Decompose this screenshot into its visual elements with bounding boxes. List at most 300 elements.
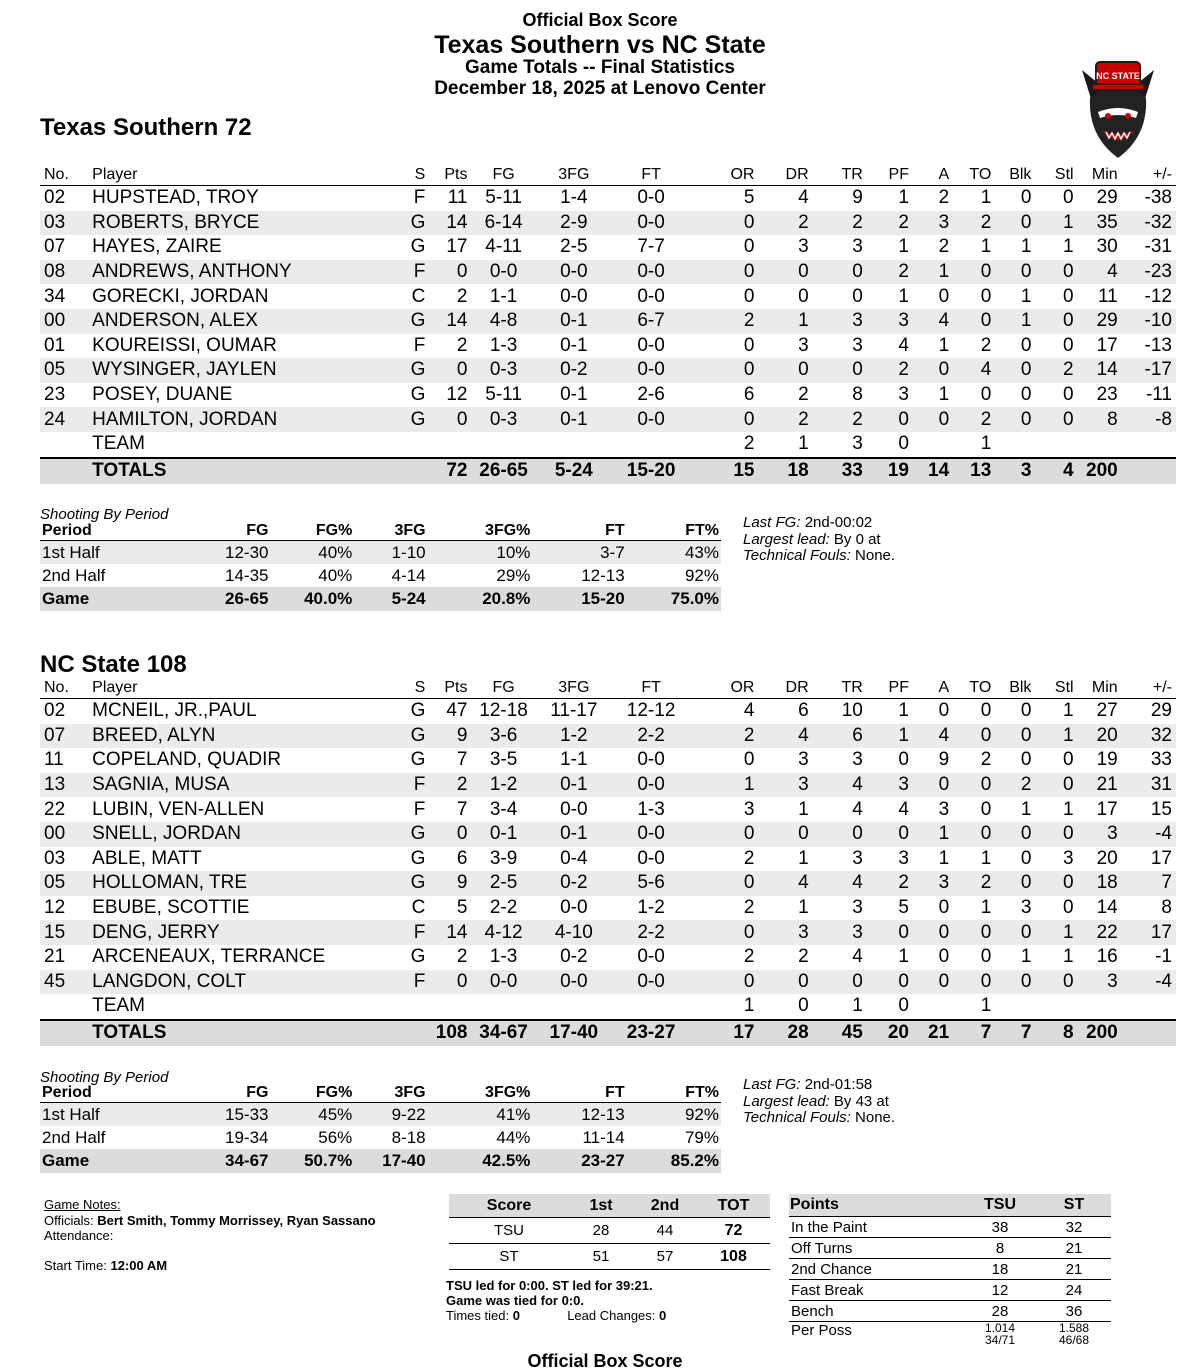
- team-stat-cell: [379, 432, 429, 458]
- player-stat-cell: 0: [429, 407, 471, 432]
- player-stat-cell: 0: [690, 920, 758, 945]
- player-stat-cell: 33: [1150, 749, 1172, 771]
- column-header: TR: [813, 165, 867, 186]
- column-header: Stl: [1035, 165, 1077, 186]
- player-stat-cell: 2: [953, 871, 995, 896]
- player-stat-cell: 1: [1020, 236, 1032, 258]
- player-stat-cell: -11: [1145, 384, 1172, 406]
- player-row: [40, 896, 1176, 921]
- player-stat-cell: -8: [1122, 407, 1176, 432]
- player-stat-cell: 2: [813, 407, 867, 432]
- totals-cell: 28: [758, 1020, 812, 1046]
- player-row: [40, 284, 1176, 309]
- score-row: [449, 1218, 770, 1244]
- player-stat-cell: 1-1: [489, 285, 518, 307]
- player-row: [40, 920, 1176, 945]
- player-stat-cell: 2: [690, 724, 758, 749]
- player-stat-cell: HAMILTON, JORDAN: [88, 407, 379, 432]
- player-stat-cell: 1: [980, 236, 992, 258]
- team-stat-cell: 2: [743, 433, 755, 455]
- player-stat-cell: 0-1: [560, 334, 588, 356]
- player-stat-cell: 3: [938, 798, 950, 820]
- score-cell: 51: [569, 1244, 633, 1270]
- player-stat-cell: 0-0: [471, 970, 535, 995]
- player-stat-cell: 4: [813, 773, 867, 798]
- player-stat-cell: 2: [798, 384, 809, 406]
- sbp-row: [40, 1103, 721, 1127]
- player-stat-cell: 2: [429, 773, 471, 798]
- totals-cell: 33: [813, 458, 867, 484]
- player-stat-cell: 1: [758, 309, 812, 334]
- player-stat-cell: 3: [798, 749, 809, 771]
- player-row: [40, 699, 1176, 724]
- player-stat-cell: 0: [867, 822, 913, 847]
- player-stat-cell: 3: [798, 334, 809, 356]
- column-header: Player: [88, 678, 379, 699]
- totals-cell: 5-24: [536, 458, 612, 484]
- player-stat-cell: 3: [813, 309, 867, 334]
- player-stat-cell: 5: [743, 187, 755, 209]
- player-stat-cell: 0: [913, 970, 953, 995]
- player-stat-cell: 0: [813, 822, 867, 847]
- totals-cell: 18: [758, 458, 812, 484]
- score-row: [449, 1244, 770, 1270]
- player-row: [40, 383, 1176, 408]
- player-stat-cell: 4: [953, 358, 995, 383]
- sbp-header: FG%: [270, 522, 354, 541]
- player-stat-cell: 0: [1062, 187, 1074, 209]
- player-stat-cell: 0: [690, 822, 758, 847]
- player-stat-cell: 0: [429, 970, 471, 995]
- player-stat-cell: 9: [429, 724, 471, 749]
- player-stat-cell: 0-0: [637, 847, 665, 869]
- totals-row: [40, 458, 1176, 484]
- sbp-cell: 50.7%: [270, 1149, 354, 1173]
- column-header: 3FG: [536, 678, 612, 699]
- totals-cell: 200: [1078, 458, 1122, 484]
- player-stat-cell: 3: [852, 334, 863, 356]
- player-stat-cell: F: [413, 798, 426, 820]
- player-stat-cell: 2: [980, 749, 992, 771]
- sbp-row: [40, 564, 721, 587]
- sbp-cell: 12-13: [581, 565, 625, 585]
- player-stat-cell: EBUBE, SCOTTIE: [92, 897, 250, 919]
- player-stat-cell: 0: [913, 407, 953, 432]
- player-stat-cell: 1: [798, 798, 809, 820]
- player-stat-cell: 0: [852, 285, 863, 307]
- player-stat-cell: 4: [798, 187, 809, 209]
- player-stat-cell: -13: [1144, 334, 1172, 356]
- player-stat-cell: F: [413, 187, 426, 209]
- times-tied: 0: [512, 1308, 520, 1323]
- team-title: NC State 108: [40, 651, 187, 678]
- player-stat-cell: 2: [867, 871, 913, 896]
- player-stat-cell: SNELL, JORDAN: [88, 822, 379, 847]
- column-header: PF: [867, 165, 913, 186]
- sbp-cell: 20.8%: [428, 587, 533, 611]
- sbp-header: 3FG: [354, 1084, 427, 1103]
- column-header: FG: [471, 165, 535, 186]
- player-stat-cell: 1: [938, 384, 950, 406]
- player-stat-cell: 0-3: [471, 358, 535, 383]
- player-stat-cell: 0-0: [536, 260, 612, 285]
- column-header: No.: [40, 165, 88, 186]
- largest-lead: By 0 at: [833, 530, 881, 548]
- sbp-cell: 44%: [496, 1127, 531, 1147]
- player-stat-cell: 0: [867, 920, 913, 945]
- player-stat-cell: 0: [743, 285, 755, 307]
- player-stat-cell: 22: [1078, 920, 1122, 945]
- player-stat-cell: 0: [995, 358, 1035, 383]
- team-stat-cell: [1035, 432, 1077, 458]
- shooting-by-period-table: [40, 1084, 721, 1173]
- sbp-cell: 19-34: [225, 1127, 269, 1147]
- score-header: Score: [449, 1194, 569, 1218]
- points-row: [789, 1301, 1111, 1322]
- player-stat-cell: 17: [1122, 920, 1176, 945]
- player-row: [40, 309, 1176, 334]
- player-stat-cell: G: [379, 822, 429, 847]
- totals-cell: 17-40: [536, 1020, 612, 1046]
- player-stat-cell: 6: [456, 847, 468, 869]
- player-stat-cell: 1: [1062, 236, 1074, 258]
- points-header: Points: [789, 1194, 963, 1217]
- player-stat-cell: 0: [995, 260, 1035, 285]
- column-header: +/-: [1122, 165, 1176, 186]
- player-stat-cell: 0: [429, 260, 471, 285]
- points-cell: Fast Break: [789, 1280, 963, 1301]
- player-stat-cell: 47: [446, 700, 468, 722]
- player-stat-cell: G: [410, 946, 426, 968]
- player-stat-cell: 3: [913, 871, 953, 896]
- player-stat-cell: 1: [995, 309, 1035, 334]
- player-stat-cell: 0: [1020, 749, 1032, 771]
- player-stat-cell: 0: [938, 946, 950, 968]
- player-stat-cell: 02: [44, 187, 66, 209]
- player-stat-cell: DENG, JERRY: [88, 920, 379, 945]
- player-stat-cell: WYSINGER, JAYLEN: [88, 358, 379, 383]
- player-stat-cell: 6: [798, 700, 809, 722]
- totals-cell: 108: [429, 1020, 471, 1046]
- player-stat-cell: ARCENEAUX, TERRANCE: [92, 946, 326, 968]
- player-stat-cell: ANDERSON, ALEX: [88, 309, 379, 334]
- player-stat-cell: 0-0: [637, 749, 665, 771]
- player-stat-cell: 1-3: [489, 946, 518, 968]
- largest-lead: By 43 at: [833, 1092, 889, 1110]
- player-stat-cell: 14: [1078, 358, 1122, 383]
- player-row: [40, 822, 1176, 847]
- player-stat-cell: C: [411, 897, 426, 919]
- player-stat-cell: 0: [980, 798, 992, 820]
- team-stat-cell: [471, 994, 535, 1020]
- points-row: [789, 1238, 1111, 1259]
- player-stat-cell: 0: [1035, 871, 1077, 896]
- per-poss-value: 1.014: [984, 1321, 1016, 1335]
- player-stat-cell: 1: [913, 822, 953, 847]
- column-header: TR: [813, 678, 867, 699]
- player-stat-cell: 0: [913, 773, 953, 798]
- player-stat-cell: 0: [995, 822, 1035, 847]
- player-stat-cell: 1: [1062, 946, 1074, 968]
- sbp-cell: 43%: [627, 541, 721, 565]
- player-stat-cell: 0: [1035, 309, 1077, 334]
- sbp-cell: 2nd Half: [42, 1127, 106, 1147]
- points-cell: 32: [1037, 1217, 1111, 1238]
- player-stat-cell: 2: [456, 334, 468, 356]
- player-row: [40, 235, 1176, 260]
- player-stat-cell: 0-0: [612, 211, 690, 236]
- player-stat-cell: 8: [1078, 407, 1122, 432]
- player-stat-cell: 4: [813, 871, 867, 896]
- score-cell: 72: [697, 1218, 770, 1244]
- team-stat-cell: [471, 432, 535, 458]
- totals-cell: [1122, 458, 1176, 484]
- player-stat-cell: 1-1: [560, 749, 588, 771]
- sbp-header: FT: [532, 522, 626, 541]
- player-stat-cell: 3: [852, 897, 863, 919]
- player-stat-cell: 0: [913, 920, 953, 945]
- player-stat-cell: 1-3: [489, 334, 518, 356]
- player-stat-cell: 31: [1122, 773, 1176, 798]
- box-score-table: [40, 678, 1176, 1046]
- points-row: [789, 1280, 1111, 1301]
- player-stat-cell: 0: [1062, 749, 1074, 771]
- game-notes-title: Game Notes:: [44, 1197, 121, 1212]
- player-stat-cell: 8: [1161, 897, 1172, 919]
- team-stat-cell: [536, 432, 612, 458]
- player-stat-cell: HUPSTEAD, TROY: [92, 187, 259, 209]
- player-stat-cell: 2: [867, 211, 913, 236]
- player-stat-cell: 35: [1078, 211, 1122, 236]
- player-stat-cell: 0: [690, 407, 758, 432]
- report-subtitle: Game Totals -- Final Statistics: [465, 57, 735, 78]
- column-header: OR: [690, 165, 758, 186]
- points-cell: 36: [1037, 1301, 1111, 1322]
- player-stat-cell: 7: [456, 798, 468, 820]
- player-stat-cell: 3: [913, 211, 953, 236]
- technical-fouls: None.: [855, 1109, 896, 1126]
- sbp-header: 3FG: [354, 522, 427, 541]
- player-stat-cell: 0: [743, 236, 755, 258]
- shooting-by-period-title: Shooting By Period: [40, 1069, 169, 1086]
- player-stat-cell: 17: [446, 236, 468, 258]
- sbp-cell: 1st Half: [40, 541, 145, 565]
- team-stat-cell: [379, 994, 429, 1020]
- player-stat-cell: 23: [44, 384, 66, 406]
- player-stat-cell: 3: [798, 236, 809, 258]
- team-stat-cell: 1: [743, 995, 755, 1017]
- player-stat-cell: 07: [40, 724, 88, 749]
- player-stat-cell: -10: [1122, 309, 1176, 334]
- points-cell: 38: [963, 1217, 1037, 1238]
- player-stat-cell: 0: [1035, 407, 1077, 432]
- sbp-header-row: [40, 522, 721, 541]
- player-stat-cell: 5-11: [485, 384, 522, 406]
- player-stat-cell: 3: [898, 384, 909, 406]
- player-stat-cell: G: [410, 847, 426, 869]
- player-stat-cell: 11: [44, 749, 64, 771]
- player-stat-cell: 12-18: [479, 700, 528, 722]
- footer-title: Official Box Score: [527, 1351, 683, 1371]
- player-stat-cell: -4: [1122, 970, 1176, 995]
- per-poss-cell: [963, 1322, 1037, 1347]
- sbp-cell: 5-24: [354, 587, 427, 611]
- player-stat-cell: 1: [798, 847, 809, 869]
- player-stat-cell: 3: [758, 920, 812, 945]
- player-stat-cell: 2-6: [637, 384, 665, 406]
- player-stat-cell: 4: [898, 334, 909, 356]
- sbp-cell: 79%: [684, 1127, 719, 1147]
- player-stat-cell: -32: [1122, 211, 1176, 236]
- sbp-header: FG: [145, 1084, 271, 1103]
- sbp-cell: 40.0%: [270, 587, 354, 611]
- player-stat-cell: 4-11: [485, 236, 522, 258]
- player-stat-cell: 14: [429, 211, 471, 236]
- player-stat-cell: 0-0: [637, 187, 665, 209]
- player-stat-cell: 4: [913, 309, 953, 334]
- totals-cell: 14: [913, 458, 953, 484]
- player-stat-cell: 0-2: [536, 358, 612, 383]
- player-stat-cell: 03: [44, 847, 66, 869]
- score-cell: 28: [569, 1218, 633, 1244]
- team-row: [40, 432, 1176, 458]
- column-header: S: [379, 678, 429, 699]
- player-stat-cell: 0-1: [471, 822, 535, 847]
- player-stat-cell: HAYES, ZAIRE: [92, 236, 222, 258]
- player-stat-cell: 0: [743, 749, 755, 771]
- player-stat-cell: 0-0: [560, 285, 588, 307]
- player-stat-cell: 0-3: [471, 407, 535, 432]
- player-stat-cell: 12: [446, 384, 468, 406]
- column-header: Stl: [1035, 678, 1077, 699]
- sbp-cell: 2nd Half: [42, 565, 106, 585]
- player-stat-cell: 00: [40, 309, 88, 334]
- score-header-row: [449, 1194, 770, 1218]
- player-stat-cell: 0: [1035, 970, 1077, 995]
- team-stat-cell: [1078, 432, 1122, 458]
- player-stat-cell: 3: [758, 773, 812, 798]
- player-stat-cell: 0-0: [612, 822, 690, 847]
- player-stat-cell: 0: [1035, 260, 1077, 285]
- column-header: Player: [88, 165, 379, 186]
- player-stat-cell: 0: [1020, 700, 1032, 722]
- totals-cell: 21: [913, 1020, 953, 1046]
- player-stat-cell: SAGNIA, MUSA: [88, 773, 379, 798]
- sbp-cell: 10%: [428, 541, 533, 565]
- player-stat-cell: -31: [1144, 236, 1172, 258]
- report-title: Official Box Score: [522, 10, 678, 30]
- player-stat-cell: 0: [867, 970, 913, 995]
- player-stat-cell: 3: [813, 920, 867, 945]
- score-header: 1st: [569, 1194, 633, 1218]
- totals-cell: 13: [953, 458, 995, 484]
- player-stat-cell: C: [411, 285, 426, 307]
- lead-changes: 0: [659, 1308, 667, 1323]
- player-stat-cell: 11: [1097, 285, 1118, 307]
- player-stat-cell: 15: [1150, 798, 1172, 820]
- points-cell: 12: [963, 1280, 1037, 1301]
- player-stat-cell: 4: [758, 871, 812, 896]
- player-stat-cell: HOLLOMAN, TRE: [88, 871, 379, 896]
- totals-row: [40, 1020, 1176, 1046]
- player-stat-cell: 0: [980, 700, 992, 722]
- player-stat-cell: 0-0: [612, 358, 690, 383]
- player-stat-cell: 0-1: [560, 384, 588, 406]
- player-stat-cell: 1: [938, 847, 950, 869]
- sbp-row: [40, 1126, 721, 1149]
- player-stat-cell: 9: [429, 871, 471, 896]
- sbp-row: [40, 587, 721, 611]
- points-row: [789, 1217, 1111, 1238]
- player-stat-cell: 3-9: [489, 847, 518, 869]
- column-header: No.: [40, 678, 88, 699]
- score-cell: 44: [633, 1218, 697, 1244]
- player-stat-cell: 22: [44, 798, 66, 820]
- sbp-cell: 9-22: [354, 1103, 427, 1127]
- per-poss-fraction: 34/71: [984, 1333, 1016, 1347]
- player-stat-cell: 1-2: [637, 897, 665, 919]
- player-stat-cell: 14: [429, 309, 471, 334]
- header-row: [40, 678, 1176, 699]
- player-stat-cell: 2: [953, 211, 995, 236]
- player-stat-cell: 3-5: [489, 749, 518, 771]
- player-stat-cell: GORECKI, JORDAN: [92, 285, 269, 307]
- player-stat-cell: 3: [743, 798, 755, 820]
- points-cell: 24: [1037, 1280, 1111, 1301]
- player-stat-cell: 0: [980, 285, 992, 307]
- team-stat-cell: TEAM: [92, 995, 145, 1017]
- column-header: FT: [612, 678, 690, 699]
- team-stat-cell: 0: [898, 433, 909, 455]
- totals-cell: 72: [429, 458, 471, 484]
- player-stat-cell: ROBERTS, BRYCE: [88, 211, 379, 236]
- player-stat-cell: 01: [44, 334, 66, 356]
- player-stat-cell: 1: [898, 946, 909, 968]
- player-row: [40, 773, 1176, 798]
- player-stat-cell: 0-0: [637, 334, 665, 356]
- player-stat-cell: 0-0: [637, 285, 665, 307]
- player-stat-cell: 0: [690, 211, 758, 236]
- player-stat-cell: 2: [1035, 358, 1077, 383]
- player-row: [40, 211, 1176, 236]
- player-stat-cell: 16: [1096, 946, 1118, 968]
- player-stat-cell: 1: [898, 187, 909, 209]
- player-stat-cell: 20: [1096, 847, 1118, 869]
- player-stat-cell: 05: [40, 358, 88, 383]
- team-stat-cell: [1122, 432, 1176, 458]
- per-poss-label: Per Poss: [791, 1322, 852, 1339]
- player-stat-cell: 0: [938, 897, 950, 919]
- player-stat-cell: 29: [1078, 309, 1122, 334]
- player-stat-cell: 6-7: [612, 309, 690, 334]
- player-row: [40, 748, 1176, 773]
- per-poss-row: [789, 1322, 1111, 1347]
- player-stat-cell: 3: [852, 847, 863, 869]
- player-stat-cell: 8: [852, 384, 863, 406]
- column-header: DR: [758, 165, 812, 186]
- sbp-header: FG: [145, 522, 271, 541]
- totals-cell: [40, 458, 88, 484]
- player-stat-cell: 12-12: [626, 700, 676, 722]
- sbp-cell: 92%: [684, 565, 719, 585]
- player-stat-cell: 14: [429, 920, 471, 945]
- player-stat-cell: 4: [852, 946, 863, 968]
- sbp-header: FT%: [627, 1084, 721, 1103]
- player-stat-cell: LANGDON, COLT: [88, 970, 379, 995]
- totals-cell: 45: [813, 1020, 867, 1046]
- player-stat-cell: 2-9: [536, 211, 612, 236]
- player-stat-cell: 1: [1020, 946, 1032, 968]
